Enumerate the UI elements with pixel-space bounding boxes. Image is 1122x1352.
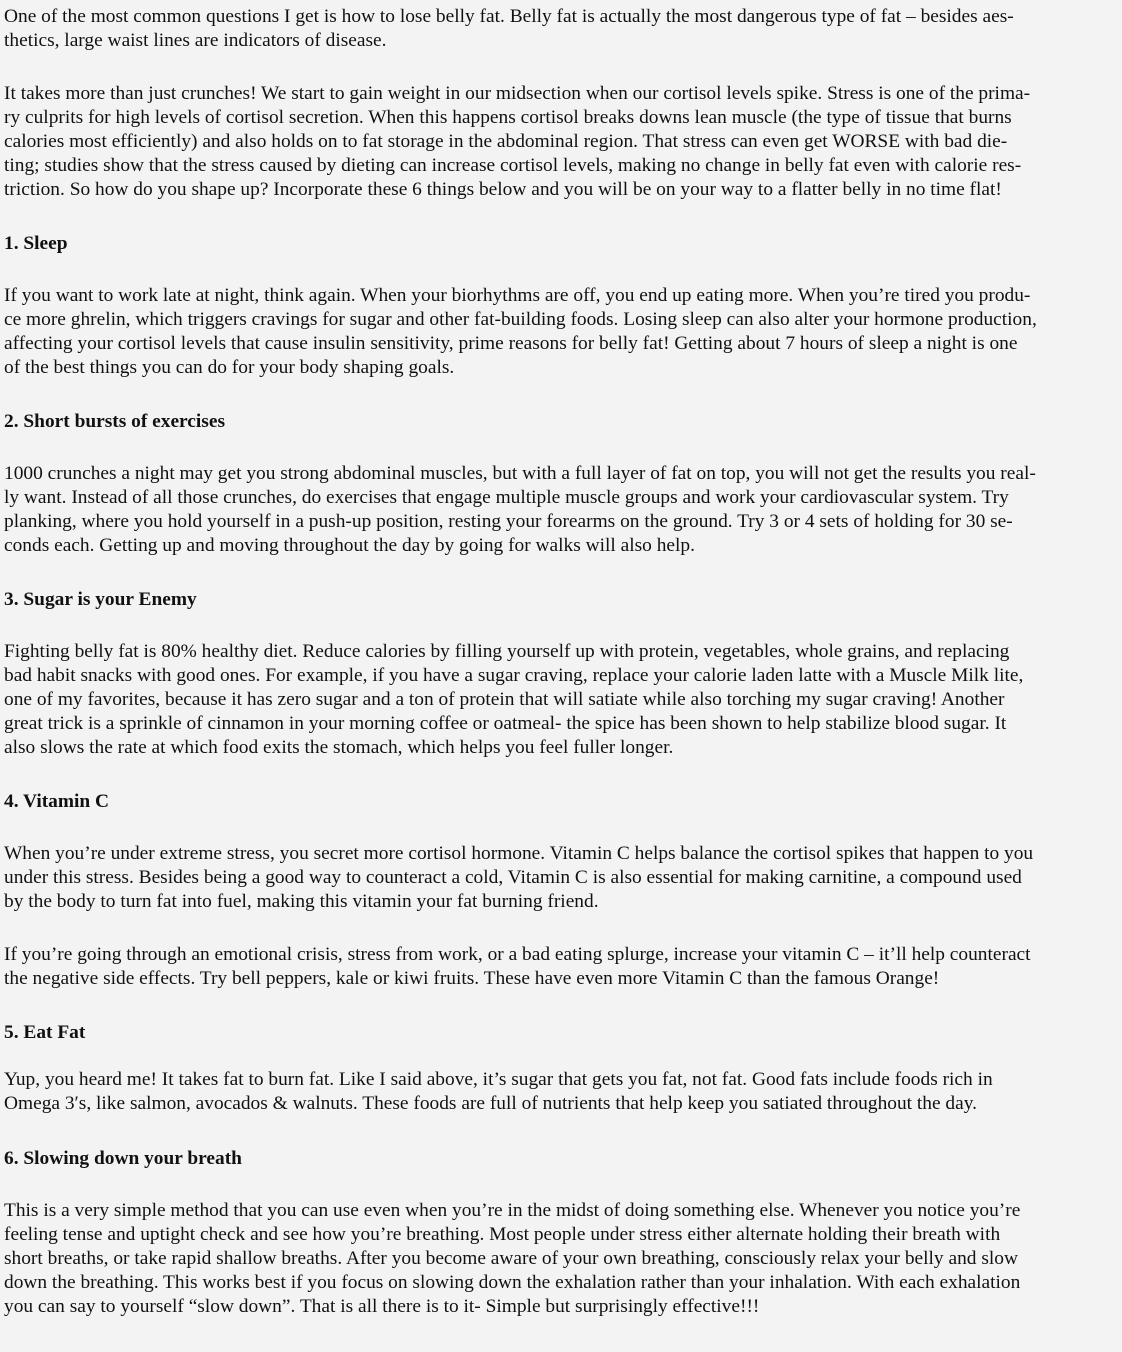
intro-line: ry culprits for high levels of cortisol secretion. When this happens cortisol breaks downs lean muscle (the type of tissue that burns [4, 107, 1012, 128]
sleep-line: If you want to work late at night, think again. When your biorhythms are off, you end up eating more. When you’re tired you produ- [4, 285, 1031, 306]
section-heading-eat-fat: 5. Eat Fat [4, 1022, 86, 1043]
breath-line: down the breathing. This works best if you focus on slowing down the exhalation rather than your inhalation. With each exhalation [4, 1272, 1021, 1293]
vitamin-c-line: by the body to turn fat into fuel, making this vitamin your fat burning friend. [4, 891, 599, 912]
sugar-line: one of my favorites, because it has zero sugar and a ton of protein that will satiate while also torching my sugar craving! Another [4, 689, 1005, 710]
sleep-line: ce more ghrelin, which triggers cravings for sugar and other fat-building foods. Losing sleep can also alter your hormone production, [4, 309, 1037, 330]
section-heading-vitamin-c: 4. Vitamin C [4, 791, 110, 812]
intro-line: One of the most common questions I get is how to lose belly fat. Belly fat is actually the most dangerous type of fat – besides aes- [4, 6, 1014, 27]
breath-line: This is a very simple method that you can use even when you’re in the midst of doing something else. Whenever you notice you’re [4, 1200, 1021, 1221]
sugar-line: great trick is a sprinkle of cinnamon in your morning coffee or oatmeal- the spice has been shown to help stabilize blood sugar. It [4, 713, 1007, 734]
section-heading-breath: 6. Slowing down your breath [4, 1148, 242, 1169]
exercises-line: conds each. Getting up and moving throughout the day by going for walks will also help. [4, 535, 695, 556]
exercises-line: 1000 crunches a night may get you strong abdominal muscles, but with a full layer of fat on top, you will not get the results you real- [4, 463, 1036, 484]
eat-fat-line: Yup, you heard me! It takes fat to burn fat. Like I said above, it’s sugar that gets you fat, not fat. Good fats include foods rich in [4, 1069, 993, 1090]
intro-line: triction. So how do you shape up? Incorporate these 6 things below and you will be on your way to a flatter belly in no time flat! [4, 179, 1002, 200]
intro-line: calories most efficiently) and also holds on to fat storage in the abdominal region. That stress can even get WORSE with bad die- [4, 131, 1008, 152]
exercises-line: ly want. Instead of all those crunches, do exercises that engage multiple muscle groups and work your cardiovascular system. Try [4, 487, 1009, 508]
sugar-line: also slows the rate at which food exits the stomach, which helps you feel fuller longer. [4, 737, 674, 758]
section-heading-sleep: 1. Sleep [4, 233, 68, 254]
section-heading-exercises: 2. Short bursts of exercises [4, 411, 225, 432]
sugar-line: Fighting belly fat is 80% healthy diet. Reduce calories by filling yourself up with protein, vegetables, whole grains, and replacing [4, 641, 1010, 662]
vitamin-c-line: under this stress. Besides being a good way to counteract a cold, Vitamin C is also essential for making carnitine, a compound used [4, 867, 1022, 888]
breath-line: feeling tense and uptight check and see how you’re breathing. Most people under stress either alternate holding their breath with [4, 1224, 1001, 1245]
exercises-line: planking, where you hold yourself in a push-up position, resting your forearms on the ground. Try 3 or 4 sets of holding for 30 se- [4, 511, 1013, 532]
vitamin-c-line: When you’re under extreme stress, you secret more cortisol hormone. Vitamin C helps balance the cortisol spikes that happen to you [4, 843, 1034, 864]
intro-line: thetics, large waist lines are indicators of disease. [4, 30, 387, 51]
sleep-line: of the best things you can do for your body shaping goals. [4, 357, 455, 378]
breath-line: short breaths, or take rapid shallow breaths. After you become aware of your own breathing, consciously relax your belly and slow [4, 1248, 1018, 1269]
eat-fat-line: Omega 3′s, like salmon, avocados & walnuts. These foods are full of nutrients that help keep you satiated throughout the day. [4, 1093, 978, 1114]
vitamin-c-line: If you’re going through an emotional crisis, stress from work, or a bad eating splurge, increase your vitamin C – it’ll help counteract [4, 944, 1031, 965]
breath-line: you can say to yourself “slow down”. That is all there is to it- Simple but surprisingly effective!!! [4, 1296, 760, 1317]
sugar-line: bad habit snacks with good ones. For example, if you have a sugar craving, replace your calorie laden latte with a Muscle Milk lite, [4, 665, 1024, 686]
intro-line: ting; studies show that the stress caused by dieting can increase cortisol levels, making no change in belly fat even with calorie res- [4, 155, 1022, 176]
sleep-line: affecting your cortisol levels that cause insulin sensitivity, prime reasons for belly fat! Getting about 7 hours of sleep a night is one [4, 333, 1018, 354]
intro-line: It takes more than just crunches! We start to gain weight in our midsection when our cortisol levels spike. Stress is one of the prima- [4, 83, 1031, 104]
vitamin-c-line: the negative side effects. Try bell peppers, kale or kiwi fruits. These have even more Vitamin C than the famous Orange! [4, 968, 940, 989]
section-heading-sugar: 3. Sugar is your Enemy [4, 589, 197, 610]
